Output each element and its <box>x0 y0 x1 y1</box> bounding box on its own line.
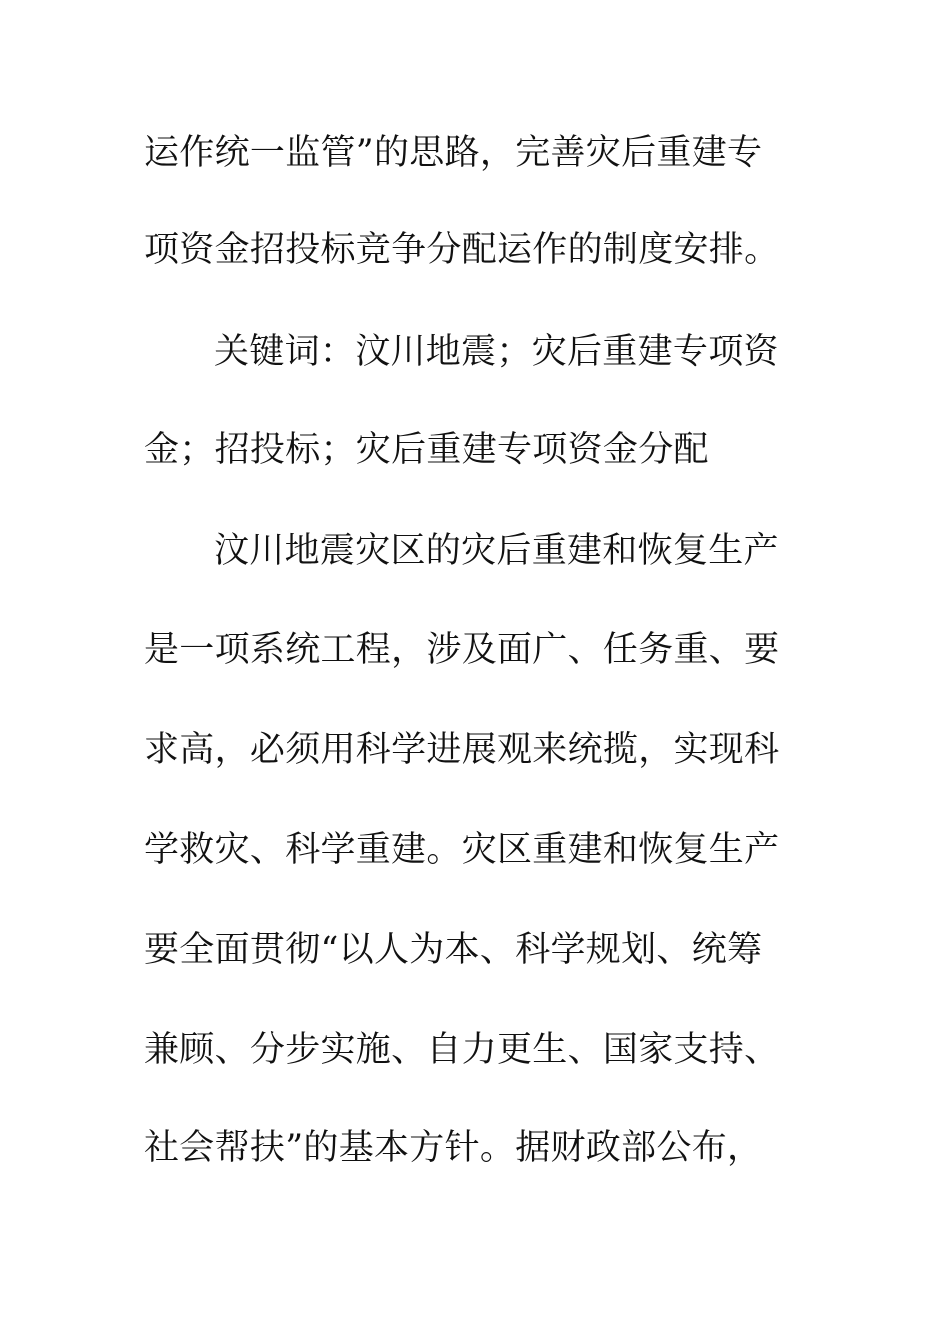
keywords-line-2: 金；招投标；灾后重建专项资金分配 <box>144 430 709 470</box>
body-paragraph-line-6: 兼顾、分步实施、自力更生、国家支持、 <box>144 1030 780 1070</box>
body-paragraph-line-1: 汶川地震灾区的灾后重建和恢复生产 <box>214 531 779 571</box>
body-paragraph-line-4: 学救灾、科学重建。灾区重建和恢复生产 <box>144 830 780 870</box>
keywords-line-1: 关键词：汶川地震；灾后重建专项资 <box>214 332 779 372</box>
body-paragraph-line-2: 是一项系统工程，涉及面广、任务重、要 <box>144 630 780 670</box>
body-paragraph-line-5: 要全面贯彻“以人为本、科学规划、统筹 <box>144 930 763 970</box>
body-paragraph-line-3: 求高，必须用科学进展观来统揽，实现科 <box>144 730 780 770</box>
abstract-line-1: 运作统一监管”的思路，完善灾后重建专 <box>144 133 763 173</box>
body-paragraph-line-7: 社会帮扶”的基本方针。据财政部公布， <box>144 1128 763 1168</box>
abstract-line-2: 项资金招投标竞争分配运作的制度安排。 <box>144 230 780 270</box>
